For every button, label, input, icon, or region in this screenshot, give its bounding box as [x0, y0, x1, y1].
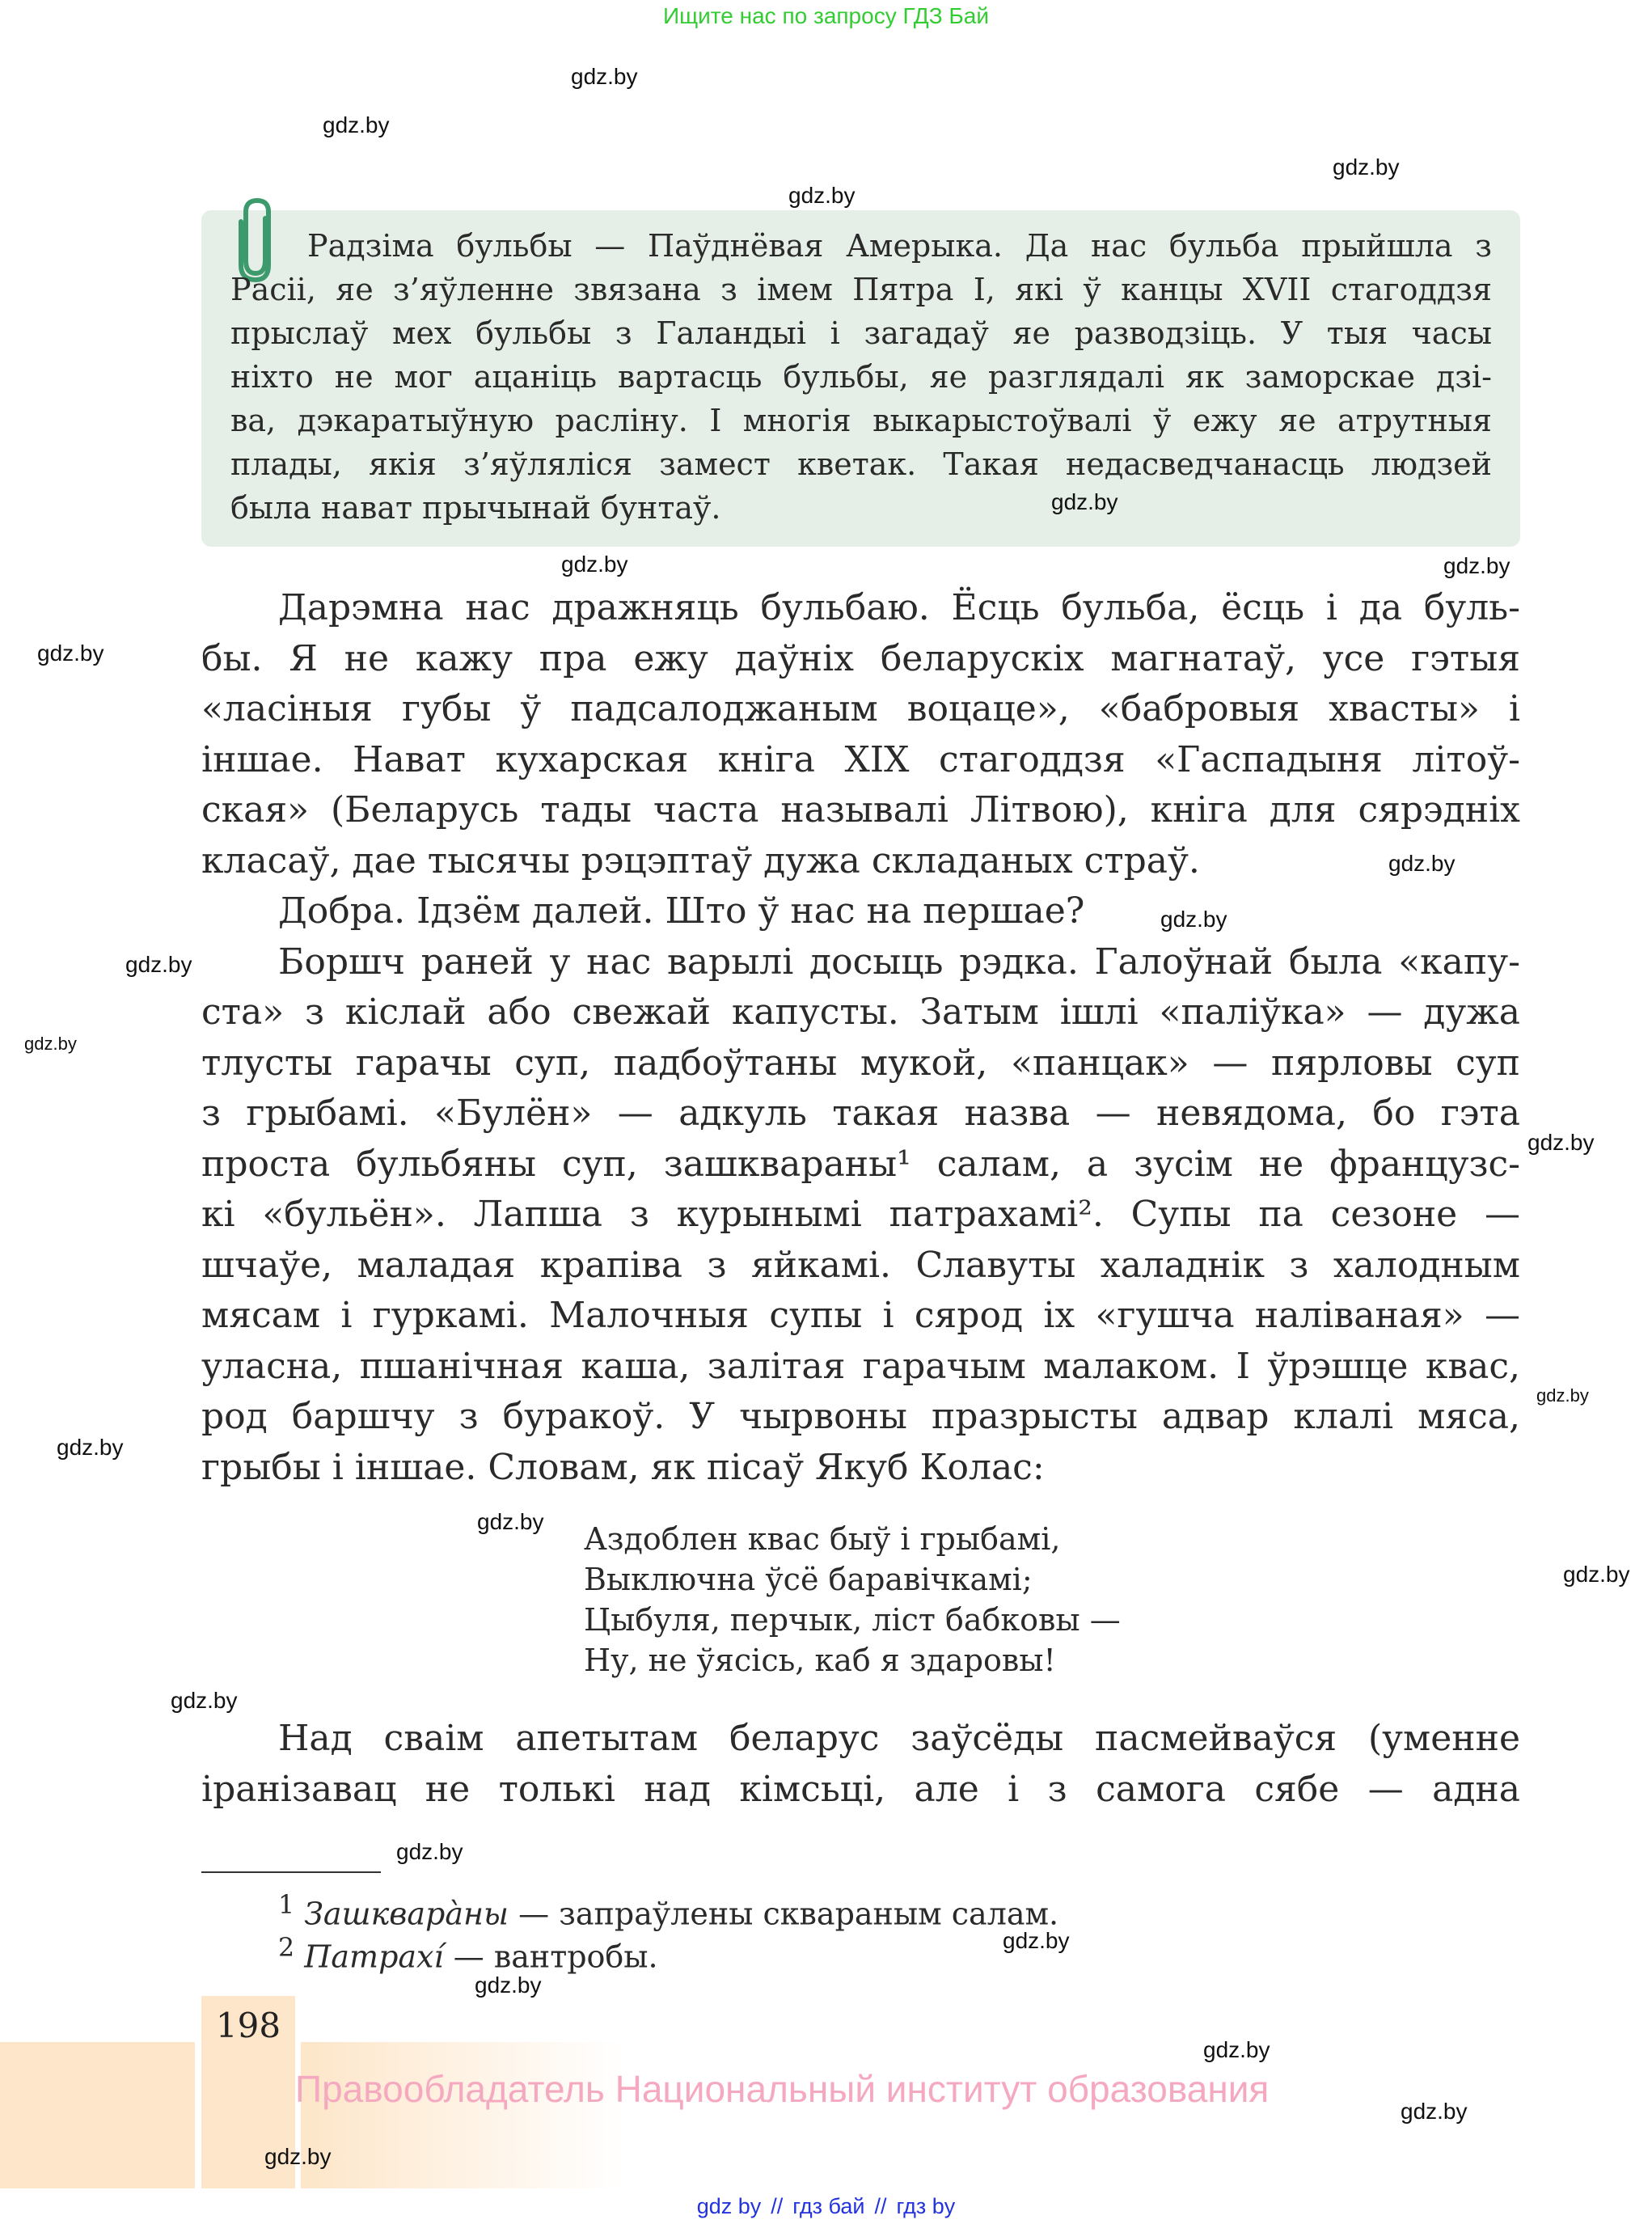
text-line: Выключна ўсё баравічкамі; — [584, 1562, 1033, 1597]
watermark: gdz.by — [37, 641, 104, 666]
watermark: gdz.by — [396, 1839, 463, 1864]
watermark: gdz.by — [1527, 1130, 1595, 1155]
footnote-1 — [278, 1884, 1059, 1932]
separator: // — [771, 2194, 784, 2218]
watermark: gdz.by — [323, 112, 390, 137]
text-line: Добра. Ідзём далей. Што ў нас на першае? — [278, 890, 1085, 932]
footnote-2 — [278, 1927, 658, 1975]
footnote-term: Патрахí — [304, 1939, 444, 1975]
text-line: мясам і гуркамі. Малочныя супы і сярод іх «гушча наліваная» — — [201, 1295, 1520, 1336]
text-line: Аздоблен квас быў і грыбамі, — [584, 1521, 1061, 1557]
text-line: бы. Я не кажу пра ежу даўніх беларускіх магнатаў, усе гэтыя — [201, 637, 1520, 679]
watermark: gdz.by — [1003, 1928, 1070, 1953]
footnote-definition: — вантробы. — [443, 1939, 658, 1975]
rights-notice: Правообладатель Национальный институт образования — [295, 2068, 1270, 2110]
page-number: 198 — [215, 2006, 281, 2045]
footnote-term: Зашкварàны — [304, 1896, 509, 1932]
text-line: ва, дэкаратыўную расліну. І многія выкарыстоўвалі ў ежу яе атрутныя — [230, 403, 1492, 438]
watermark: gdz.by — [788, 183, 856, 208]
watermark: gdz.by — [1051, 489, 1118, 514]
text-line: грыбы і іншае. Словам, як пісаў Якуб Колас: — [201, 1446, 1045, 1488]
watermark: gdz.by — [1401, 2099, 1468, 2124]
text-line: «ласіныя губы ў падсалоджаным воцаце», «бабровыя хвасты» і — [201, 688, 1520, 729]
watermark: gdz.by — [477, 1509, 544, 1534]
text-line: Радзіма бульбы — Паўднёвая Амерыка. Да нас бульба прыйшла з — [307, 228, 1492, 264]
watermark: gdz.by — [1536, 1385, 1589, 1406]
watermark: gdz.by — [475, 1972, 542, 1998]
text-line: ста» з кіслай або свежай капусты. Затым ішлі «паліўка» — дужа — [201, 991, 1520, 1033]
text-line: кі «бульён». Лапша з курынымі патрахамі². Супы па сезоне — — [201, 1194, 1520, 1235]
footnote-definition: — запраўлены скварaным салам. — [509, 1896, 1059, 1932]
text-line: Ну, не ўясісь, каб я здаровы! — [584, 1643, 1056, 1678]
separator: // — [874, 2194, 887, 2218]
text-line: шчаўе, маладая крапіва з яйкамі. Славуты халаднік з халодным — [201, 1244, 1520, 1286]
text-line: Боршч раней у нас варылі досыць рэдка. Галоўнай была «капу- — [278, 941, 1520, 983]
text-line: уласна, пшанічная каша, залітая гарачым малаком. І ўрэшце квас, — [201, 1345, 1520, 1387]
text-line: Цыбуля, перчык, ліст бабковы — — [584, 1602, 1121, 1638]
link-gdz-by-2[interactable]: гдз by — [896, 2194, 956, 2218]
watermark: gdz.by — [57, 1435, 124, 1460]
watermark: gdz.by — [24, 1034, 77, 1054]
footnote-mark: 2 — [278, 1934, 295, 1963]
link-gdz-bai[interactable]: гдз бай — [792, 2194, 865, 2218]
watermark: gdz.by — [264, 2144, 332, 2169]
watermark: gdz.by — [1160, 907, 1227, 932]
text-line: ская» (Беларусь тады часта называлі Літвою), кніга для сярэдніх — [201, 789, 1520, 831]
text-line: род баршчу з буракоў. У чырвоны празрысты адвар клалі мяса, — [201, 1396, 1520, 1437]
footnote-divider — [201, 1871, 381, 1873]
text-line: была нават прычынай бунтаў. — [230, 490, 721, 526]
watermark: gdz.by — [171, 1688, 238, 1713]
text-line: ніхто не мог ацаніць вартасць бульбы, яе разглядалі як заморскае дзі- — [230, 359, 1492, 395]
watermark: gdz.by — [1443, 553, 1510, 578]
text-line: Над сваім апетытам беларус заўсёды пасмейваўся (уменне — [278, 1718, 1520, 1759]
bottom-links — [0, 2194, 1652, 2219]
text-line: проста бульбяны суп, зашквараны¹ салам, а зусім не французс- — [201, 1143, 1520, 1185]
text-line: з грыбамі. «Булён» — адкуль такая назва — невядома, бо гэта — [201, 1093, 1520, 1134]
footnote-mark: 1 — [278, 1891, 295, 1920]
text-line: іранізавац не толькі над кімсьці, але і з самога сябе — адна — [201, 1768, 1520, 1810]
watermark: gdz.by — [1203, 2037, 1270, 2062]
text-line: Расіі, яе з’яўленне звязана з імем Пятра І, які ў канцы XVII стагоддзя — [230, 272, 1492, 307]
text-line: Дарэмна нас дражняць бульбаю. Ёсць бульба, ёсць і да буль- — [278, 587, 1520, 628]
watermark: gdz.by — [1563, 1562, 1630, 1587]
page-footer-gradient — [301, 2042, 624, 2188]
watermark: gdz.by — [1333, 154, 1400, 180]
text-line: тлусты гарачы суп, падбоўтаны мукой, «панцак» — пярловы суп — [201, 1042, 1520, 1084]
watermark: gdz.by — [125, 952, 192, 977]
watermark: gdz.by — [1388, 851, 1456, 876]
text-line: прыслаў мех бульбы з Галандыі і загадаў яе разводзіць. У тыя часы — [230, 315, 1492, 351]
text-line: іншае. Нават кухарская кніга XIX стагоддзя «Гаспадыня літоў- — [201, 738, 1520, 780]
text-line: плады, якія з’яўляліся замест кветак. Такая недасведчанасць людзей — [230, 446, 1492, 482]
search-hint: Ищите нас по запросу ГДЗ Бай — [662, 3, 990, 28]
watermark: gdz.by — [571, 64, 638, 89]
page-corner-decoration — [0, 2042, 195, 2188]
watermark: gdz.by — [561, 552, 628, 577]
text-line: класаў, дае тысячы рэцэптаў дужа складаных страў. — [201, 839, 1200, 882]
link-gdz-by[interactable]: gdz by — [696, 2194, 762, 2218]
